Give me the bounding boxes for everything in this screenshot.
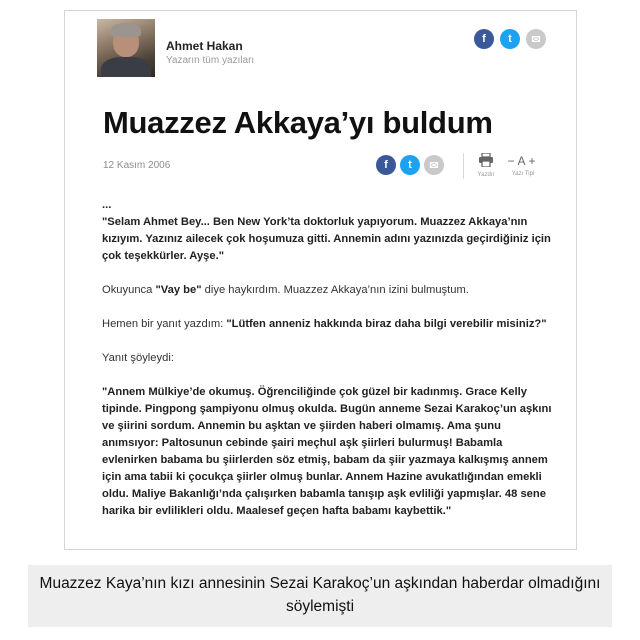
paragraph: Hemen bir yanıt yazdım: "Lütfen anneniz hakkında biraz daha bilgi verebilir misiniz?" bbox=[102, 318, 547, 330]
paragraph: "Annem Mülkiye’de okumuş. Öğrenciliğinde çok güzel bir kadınmış. Grace Kelly tipinde. Pingpong şampiyonu olmuş okulda. Bugün anneme Sezai Karakoç’un aşkını ve şiirini sordum. Annemin bu aşktan ve şiirden haberi olmamış. Ama şunu anımsıyor: Paltosunun cebinde şairi meçhul aşk şiirleri bulurmuş! Babamla evlenirken babama bu şiirlerden söz etmiş, babam da şiir yazmaya kalkışmış annem için ama tabii ki çocukça şiirler olmuş bunlar. Annem Hazine avukatlığından emekli oldu. Maliye Bakanlığı’nda çalışırken babamla tanışıp aşk evliliği yapmışlar. 48 sene harika bir evlilikleri oldu. Maalesef geçen hafta babamı kaybettik." bbox=[102, 386, 552, 517]
facebook-share-icon[interactable]: f bbox=[376, 155, 396, 175]
share-buttons-top bbox=[474, 29, 546, 49]
ellipsis: ... bbox=[102, 199, 112, 211]
print-button[interactable] bbox=[473, 153, 499, 178]
article-title: Muazzez Akkaya’yı buldum bbox=[103, 105, 493, 140]
paragraph: "Selam Ahmet Bey... Ben New York’ta doktorluk yapıyorum. Muazzez Akkaya’nın kızıyım. Yazınız ailecek çok hoşumuza gitti. Annemin adını yazınızda geçirdiğiniz için çok teşekkürler. Ayşe." bbox=[102, 216, 551, 262]
meta-divider bbox=[463, 153, 464, 179]
facebook-share-icon[interactable]: f bbox=[474, 29, 494, 49]
article-date: 12 Kasım 2006 bbox=[103, 160, 171, 171]
font-decrease-button[interactable]: − bbox=[507, 154, 518, 168]
article-card bbox=[64, 10, 577, 550]
author-avatar[interactable] bbox=[97, 19, 155, 77]
printer-icon bbox=[473, 153, 499, 170]
author-name[interactable]: Ahmet Hakan bbox=[166, 39, 243, 53]
image-caption: Muazzez Kaya’nın kızı annesinin Sezai Karakoç’un aşkından haberdar olmadığını söylemişti bbox=[28, 565, 612, 627]
email-share-icon[interactable]: ✉ bbox=[526, 29, 546, 49]
twitter-share-icon[interactable]: t bbox=[500, 29, 520, 49]
article-meta bbox=[103, 151, 546, 191]
twitter-share-icon[interactable]: t bbox=[400, 155, 420, 175]
email-share-icon[interactable]: ✉ bbox=[424, 155, 444, 175]
font-size-control bbox=[503, 153, 543, 177]
font-a-icon: A bbox=[517, 154, 529, 168]
paragraph: Yanıt şöyleydi: bbox=[102, 352, 174, 364]
author-header bbox=[97, 19, 546, 79]
font-size-label: Yazı Tipi bbox=[511, 171, 535, 177]
paragraph: Okuyunca "Vay be" diye haykırdım. Muazzez Akkaya’nın izini bulmuştum. bbox=[102, 284, 469, 296]
font-increase-button[interactable]: + bbox=[528, 154, 539, 168]
article-body bbox=[102, 197, 552, 537]
share-buttons-inline bbox=[376, 155, 444, 175]
author-all-posts-link[interactable]: Yazarın tüm yazıları bbox=[166, 55, 255, 66]
print-label: Yazdır bbox=[477, 172, 495, 178]
